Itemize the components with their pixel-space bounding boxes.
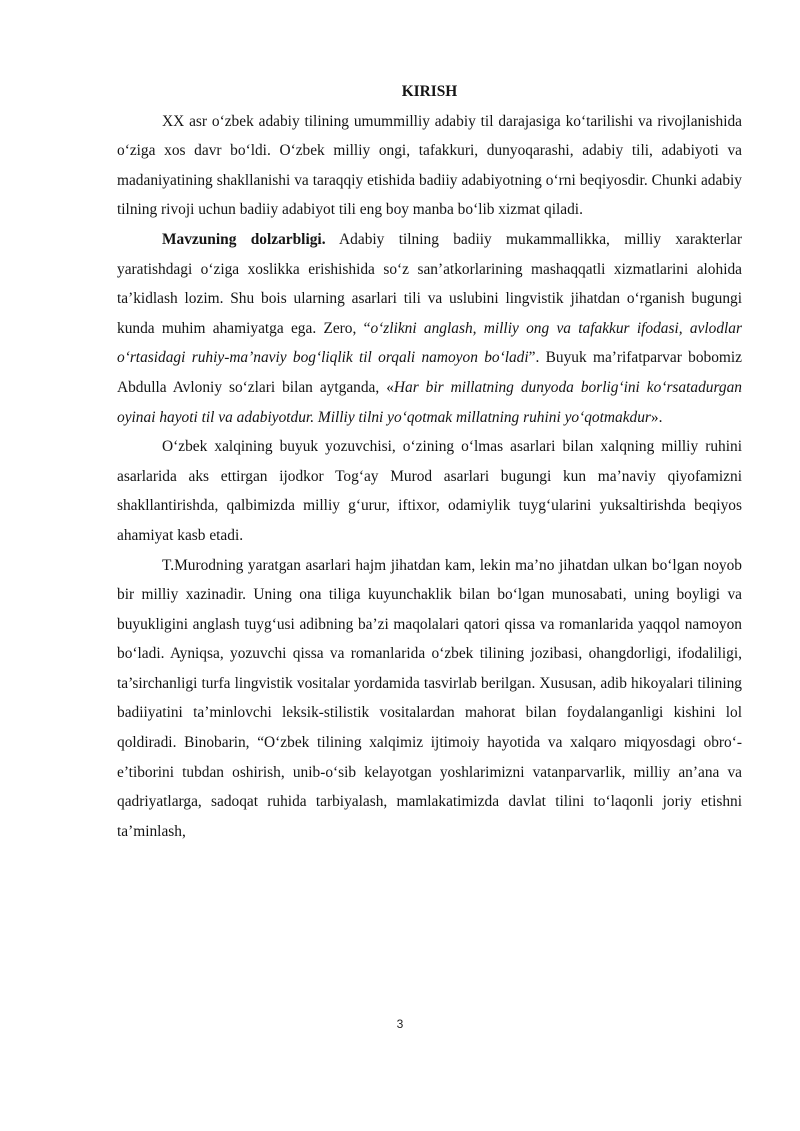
page-body [117, 77, 742, 846]
relevance-quote-1: o‘zlikni anglash, milliy ong va tafakkur ifodasi, avlodlar o‘rtasidagi ruhiy-ma’naviy bog‘liqlik til orqali namoyon bo‘ladi [117, 319, 742, 367]
relevance-text-3: ». [650, 408, 663, 426]
paragraph-relevance [117, 225, 742, 432]
section-title: KIRISH [401, 83, 458, 100]
paragraph-intro: XX asr o‘zbek adabiy tilining umummilliy adabiy til darajasiga ko‘tarilishi va rivojlanishida o‘ziga xos davr bo‘ldi. O‘zbek milliy ongi, tafakkuri, dunyoqarashi, adabiy tili, adabiyoti va madaniyatining shakllanishi va taraqqiy etishida badiiy adabiyotning o‘rni beqiyosdir. Chunki adabiy tilning rivoji uchun badiiy adabiyot tili eng boy manba bo‘lib xizmat qiladi. [117, 112, 742, 219]
paragraph-togay-murod: O‘zbek xalqining buyuk yozuvchisi, o‘zining o‘lmas asarlari bilan xalqning milliy ruhini asarlarida aks ettirgan ijodkor Tog‘ay Murod asarlari bugungi kun ma’naviy qiyofamizni shakllantirishda, qalbimizda milliy g‘urur, iftixor, odamiylik tuyg‘ularini yuksaltirishda beqiyos ahamiyat kasb etadi. [117, 438, 742, 544]
relevance-quote-2: Har bir millatning dunyoda borlig‘ini ko‘rsatadurgan oyinai hayoti til va adabiyotdur. Milliy tilni yo‘qotmak millatning ruhini yo‘qotmakdur [117, 378, 742, 426]
paragraph-works: T.Murodning yaratgan asarlari hajm jihatdan kam, lekin ma’no jihatdan ulkan bo‘lgan noyob bir milliy xazinadir. Uning ona tiliga kuyunchaklik bilan bo‘lgan munosabati, uning boyligi va buyukligini anglash tuyg‘usi adibning ba’zi maqolalari qatori qissa va romanlarida yaqqol namoyon bo‘ladi. Ayniqsa, yozuvchi qissa va romanlarida o‘zbek tilining jozibasi, ohangdorligi, ifodaliligi, ta’sirchanligi turfa lingvistik vositalar yordamida tasvirlab berilgan. Xususan, adib hikoyalari tilining badiiyatini ta’minlovchi leksik-stilistik vositalardan mahorat bilan foydalanganligi kishini lol qoldiradi. Binobarin, “O‘zbek tilining xalqimiz ijtimoiy hayotida va xalqaro miqyosdagi obro‘-e’tiborini tubdan oshirish, unib-o‘sib kelayotgan yoshlarimizni vatanparvarlik, milliy an’ana va qadriyatlarga, sadoqat ruhida tarbiyalash, mamlakatimizda davlat tilini to‘laqonli joriy etishni ta’minlash, [117, 556, 742, 840]
relevance-text-1: Adabiy tilning badiiy mukammallikka, milliy xarakterlar yaratishdagi o‘ziga xoslikka erishishida so‘z san’atkorlarining mashaqqatli xizmatlarini alohida ta’kidlash lozim. Shu bois ularning asarlari tili va uslubini lingvistik jihatdan o‘rganish bugungi kunda muhim ahamiyatga ega. Zero, “ [117, 230, 742, 337]
relevance-heading: Mavzuning dolzarbligi. [162, 230, 326, 248]
page-number: 3 [396, 1017, 404, 1031]
relevance-text-2: ”. Buyuk ma’rifatparvar bobomiz Abdulla Avloniy so‘zlari bilan aytganda, « [117, 349, 742, 396]
